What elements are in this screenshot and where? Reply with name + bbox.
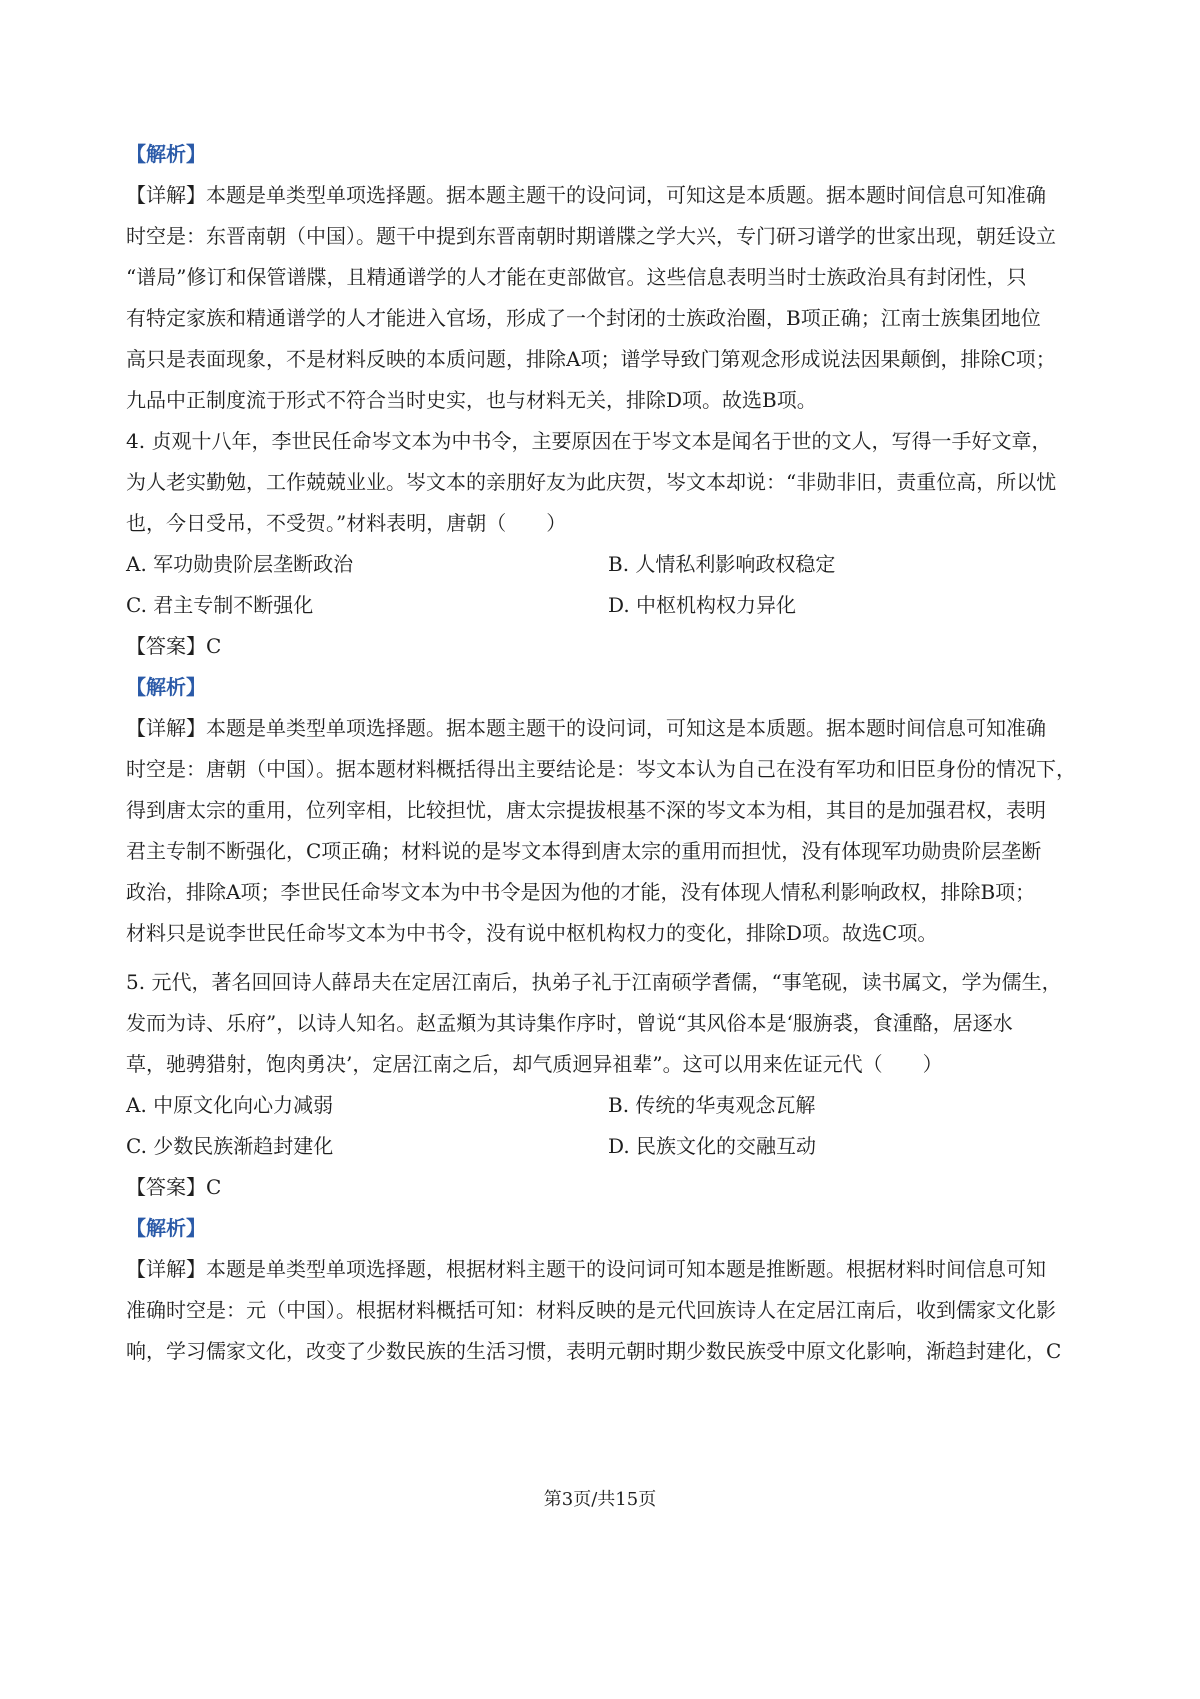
q3-detail-line-2: 时空是：东晋南朝（中国）。题干中提到东晋南朝时期谱牒之学大兴，专门研习谱学的世家出现，朝廷设立 <box>126 224 1056 248</box>
page-footer: 第3页/共15页 <box>543 1489 657 1510</box>
q5-option-b: B. 传统的华夷观念瓦解 <box>608 1093 816 1117</box>
q5-detail-line-3: 响，学习儒家文化，改变了少数民族的生活习惯，表明元朝时期少数民族受中原文化影响，渐趋封建化，C <box>126 1339 1062 1363</box>
q4-stem-line-3: 也，今日受吊，不受贺。”材料表明，唐朝（ ） <box>126 511 567 535</box>
q3-analysis-heading: 【解析】 <box>126 142 206 166</box>
q4-analysis-heading: 【解析】 <box>126 675 206 699</box>
q3-detail-line-5: 高只是表面现象，不是材料反映的本质问题，排除A项；谱学导致门第观念形成说法因果颠倒，排除C项； <box>126 347 1056 371</box>
q5-analysis-heading: 【解析】 <box>126 1216 206 1240</box>
q4-option-b: B. 人情私利影响政权稳定 <box>608 552 836 576</box>
q5-detail-line-1: 【详解】本题是单类型单项选择题，根据材料主题干的设问词可知本题是推断题。根据材料时间信息可知 <box>126 1257 1046 1281</box>
q4-detail-line-5: 政治，排除A项；李世民任命岑文本为中书令是因为他的才能，没有体现人情私利影响政权，排除B项； <box>126 880 1036 904</box>
q4-detail-line-6: 材料只是说李世民任命岑文本为中书令，没有说中枢机构权力的变化，排除D项。故选C项。 <box>126 921 938 945</box>
q4-detail-line-4: 君主专制不断强化，C项正确；材料说的是岑文本得到唐太宗的重用而担忧，没有体现军功勋贵阶层垄断 <box>126 839 1042 863</box>
q3-detail-line-6: 九品中正制度流于形式不符合当时史实，也与材料无关，排除D项。故选B项。 <box>126 388 817 412</box>
q4-detail-line-2: 时空是：唐朝（中国）。据本题材料概括得出主要结论是：岑文本认为自己在没有军功和旧臣身份的情况下， <box>126 757 1076 781</box>
q5-detail-line-2: 准确时空是：元（中国）。根据材料概括可知：材料反映的是元代回族诗人在定居江南后，收到儒家文化影 <box>126 1298 1056 1322</box>
q4-detail-line-3: 得到唐太宗的重用，位列宰相，比较担忧，唐太宗提拔根基不深的岑文本为相，其目的是加强君权，表明 <box>126 798 1046 822</box>
q5-option-a: A. 中原文化向心力减弱 <box>126 1093 334 1117</box>
q5-answer: 【答案】C <box>126 1175 222 1199</box>
q3-detail-line-1: 【详解】本题是单类型单项选择题。据本题主题干的设问词，可知这是本质题。据本题时间信息可知准确 <box>126 183 1046 207</box>
q4-stem-line-1: 4. 贞观十八年，李世民任命岑文本为中书令，主要原因在于岑文本是闻名于世的文人，写得一手好文章， <box>126 429 1052 453</box>
q4-option-d: D. 中枢机构权力异化 <box>608 593 797 617</box>
q4-detail-line-1: 【详解】本题是单类型单项选择题。据本题主题干的设问词，可知这是本质题。据本题时间信息可知准确 <box>126 716 1046 740</box>
q3-detail-line-4: 有特定家族和精通谱学的人才能进入官场，形成了一个封闭的士族政治圈，B项正确；江南士族集团地位 <box>126 306 1041 330</box>
q4-option-c: C. 君主专制不断强化 <box>126 593 314 617</box>
q5-stem-line-2: 发而为诗、乐府”，以诗人知名。赵孟頫为其诗集作序时，曾说“其风俗本是‘服旃裘，食湩酪，居逐水 <box>126 1011 1013 1035</box>
q4-answer: 【答案】C <box>126 634 222 658</box>
q4-option-a: A. 军功勋贵阶层垄断政治 <box>126 552 354 576</box>
q4-stem-line-2: 为人老实勤勉，工作兢兢业业。岑文本的亲朋好友为此庆贺，岑文本却说：“非勋非旧，责重位高，所以忧 <box>126 470 1057 494</box>
q5-option-d: D. 民族文化的交融互动 <box>608 1134 817 1158</box>
q3-detail-line-3: “谱局”修订和保管谱牒，且精通谱学的人才能在吏部做官。这些信息表明当时士族政治具有封闭性，只 <box>126 265 1027 289</box>
q5-stem-line-3: 草，驰骋猎射，饱肉勇决’，定居江南之后，却气质迥异祖辈”。这可以用来佐证元代（ ） <box>126 1052 943 1076</box>
q5-option-c: C. 少数民族渐趋封建化 <box>126 1134 334 1158</box>
q5-stem-line-1: 5. 元代，著名回回诗人薛昂夫在定居江南后，执弟子礼于江南硕学耆儒，“事笔砚，读书属文，学为儒生， <box>126 970 1062 994</box>
